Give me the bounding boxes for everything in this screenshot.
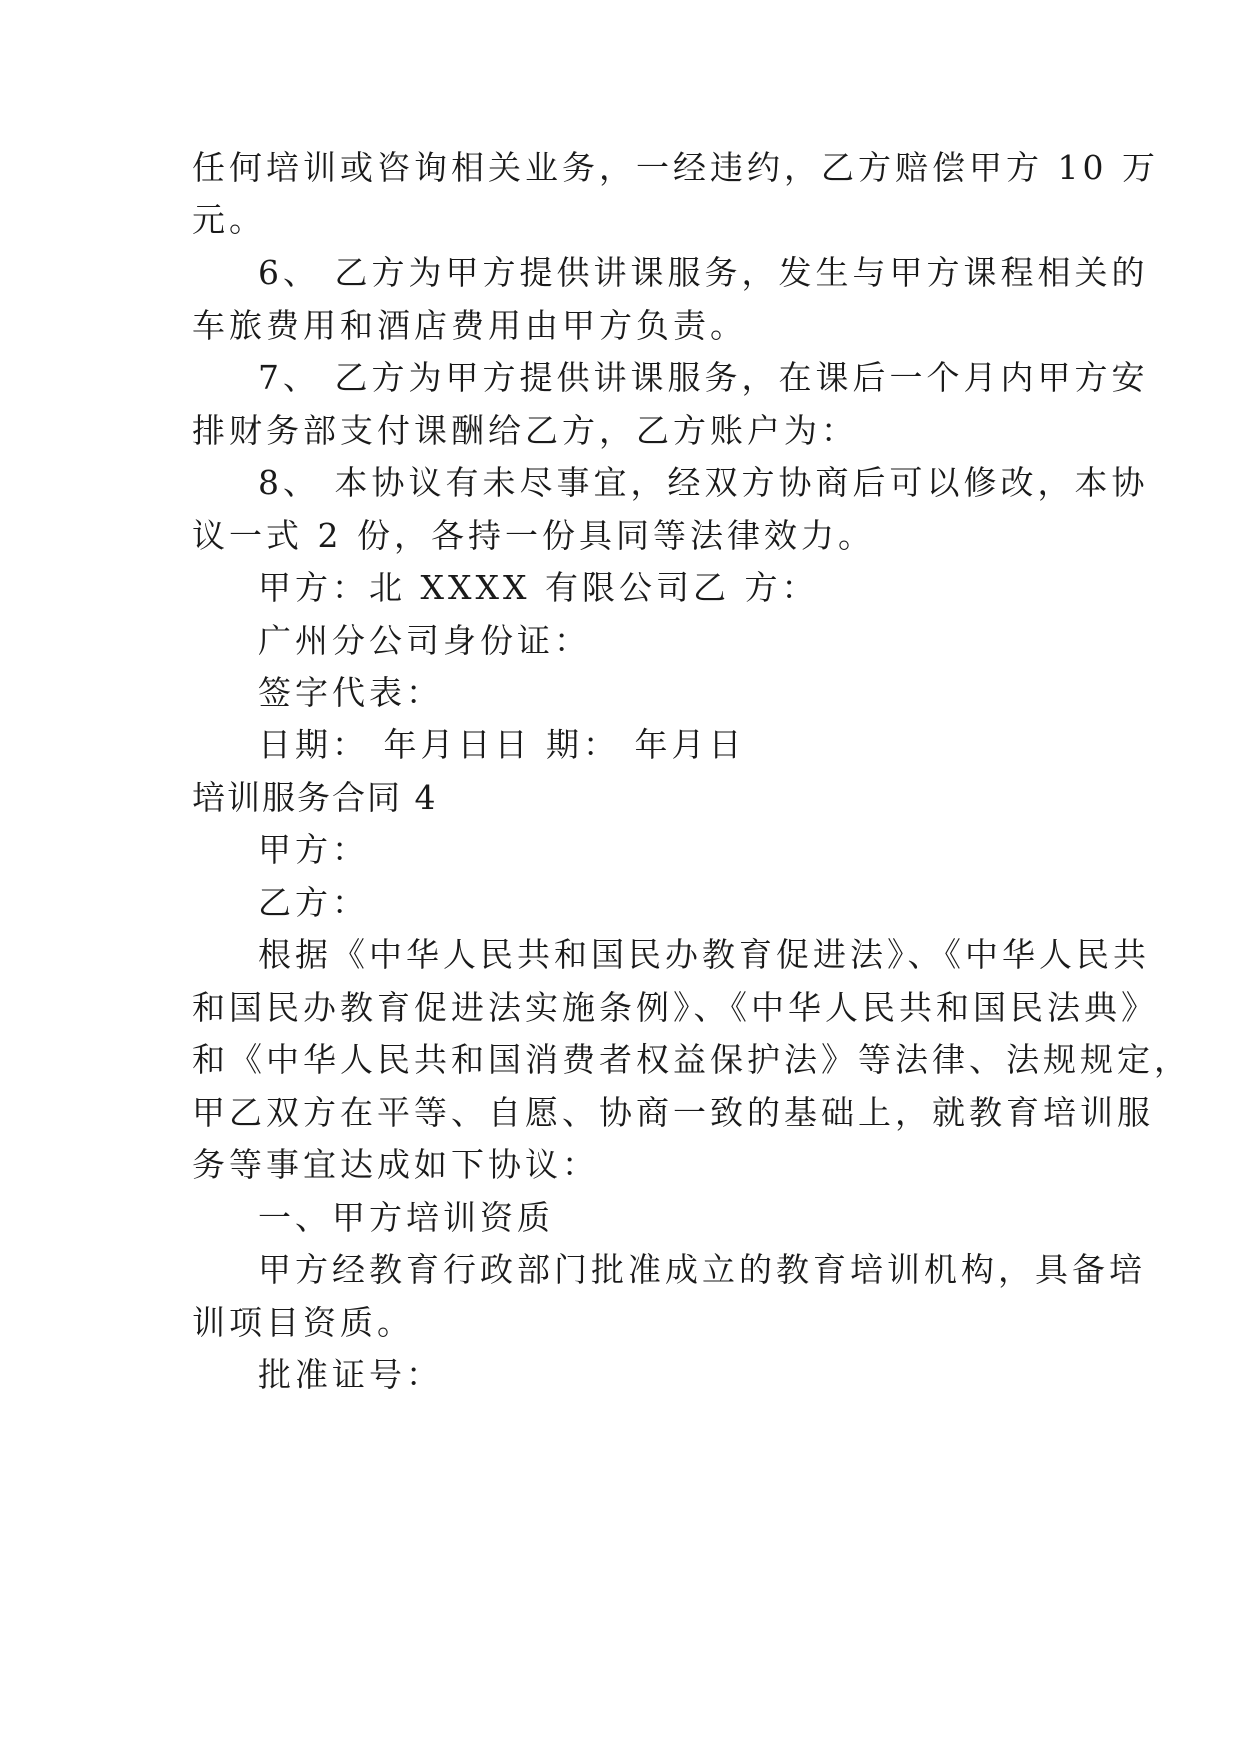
body-line: 训项目资质。 — [192, 1303, 414, 1342]
body-line: 根据《中华人民共和国民办教育促进法》、《中华人民共 — [258, 935, 1150, 974]
list-item-7: 7、 乙方为甲方提供讲课服务，在课后一个月内甲方安 — [258, 358, 1149, 397]
body-line: 排财务部支付课酬给乙方，乙方账户为： — [192, 411, 858, 450]
body-line: 和国民办教育促进法实施条例》、《中华人民共和国民法典》 — [192, 988, 1158, 1027]
body-line: 任何培训或咨询相关业务，一经违约，乙方赔偿甲方 10 万 — [192, 148, 1159, 187]
list-item-8: 8、 本协议有未尽事宜，经双方协商后可以修改，本协 — [258, 463, 1149, 502]
list-item-6: 6、 乙方为甲方提供讲课服务，发生与甲方课程相关的 — [258, 253, 1149, 292]
signature-representative-line: 签字代表： — [258, 673, 443, 712]
body-line: 和《中华人民共和国消费者权益保护法》等法律、法规规定， — [192, 1040, 1191, 1079]
body-line: 车旅费用和酒店费用由甲方负责。 — [192, 306, 747, 345]
body-line: 议一式 2 份，各持一份具同等法律效力。 — [192, 516, 875, 555]
signature-party-line: 甲方：北 XXXX 有限公司乙 方： — [258, 568, 819, 607]
body-line: 甲方经教育行政部门批准成立的教育培训机构，具备培 — [258, 1250, 1146, 1289]
body-line: 元。 — [192, 200, 266, 239]
signature-branch-line: 广州分公司身份证： — [258, 621, 591, 660]
clause-heading: 一、甲方培训资质 — [258, 1198, 554, 1237]
section-title: 培训服务合同 4 — [192, 778, 438, 817]
party-a-label: 甲方： — [258, 830, 369, 869]
party-b-label: 乙方： — [258, 883, 369, 922]
approval-number-label: 批准证号： — [258, 1355, 443, 1394]
signature-date-line: 日期： 年月日日 期： 年月日 — [258, 725, 746, 764]
body-line: 务等事宜达成如下协议： — [192, 1145, 599, 1184]
body-line: 甲乙双方在平等、自愿、协商一致的基础上，就教育培训服 — [192, 1093, 1154, 1132]
